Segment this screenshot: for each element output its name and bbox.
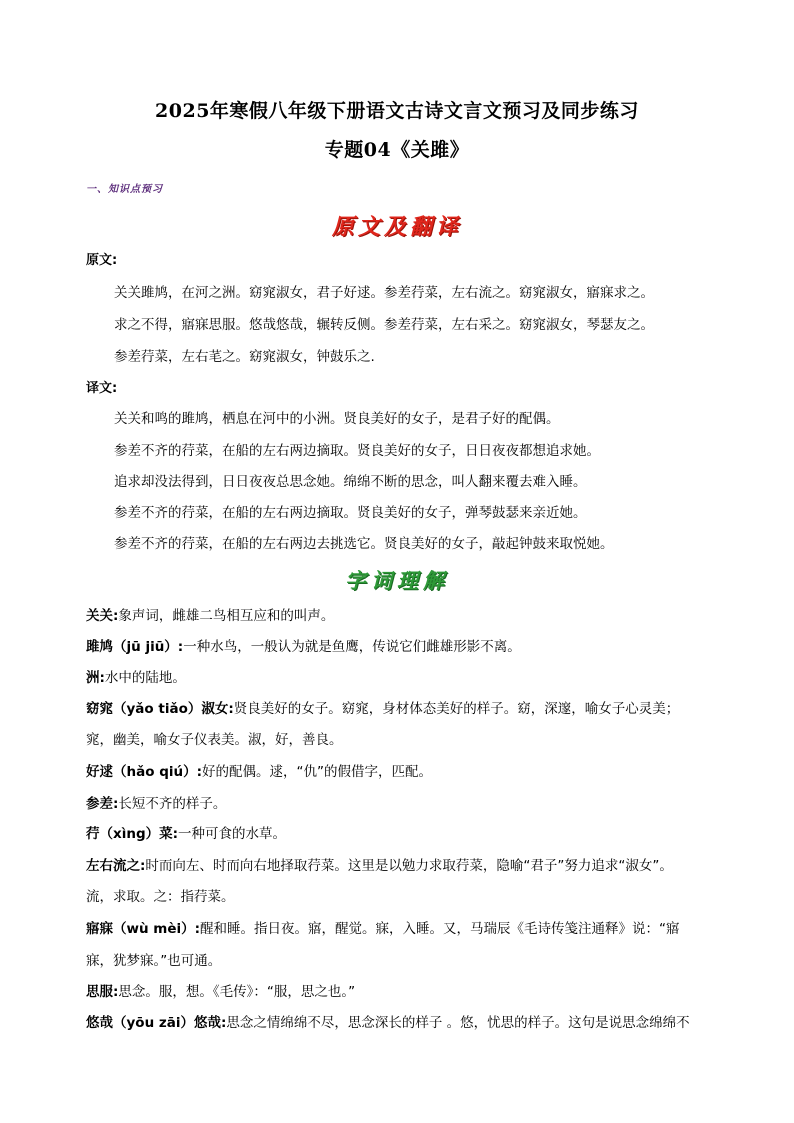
definition-term: 窈窕（yǎo tiǎo）淑女: [86, 701, 234, 717]
original-line: 参差荇菜，左右芼之。窈窕淑女，钟鼓乐之. [114, 349, 375, 365]
original-line: 求之不得，寤寐思服。悠哉悠哉，辗转反侧。参差荇菜，左右采之。窈窕淑女，琴瑟友之。 [114, 317, 654, 333]
definition-text: 长短不齐的样子。 [118, 796, 227, 812]
heading-original-translation: 原文及翻译 [331, 214, 462, 240]
definition-item [86, 949, 221, 969]
definition-term: 左右流之: [86, 858, 146, 874]
definition-text: 寐，犹梦寐。”也可通。 [86, 953, 222, 969]
definition-item [86, 792, 226, 812]
translation-line: 参差不齐的荇菜，在船的左右两边去挑选它。贤良美好的女子，敲起钟鼓来取悦她。 [114, 536, 614, 552]
definition-text: 象声词，雌雄二鸟相互应和的叫声。 [118, 608, 335, 624]
translation-line: 关关和鸣的雎鸠，栖息在河中的小洲。贤良美好的女子，是君子好的配偶。 [114, 411, 560, 427]
definition-term: 关关: [86, 608, 119, 624]
definition-item [86, 885, 235, 905]
definition-text: 窕，幽美，喻女子仪表美。淑，好，善良。 [86, 732, 343, 748]
definition-term: 悠哉（yōu zāi）悠哉: [86, 1015, 227, 1031]
definition-text: 思念。服，想。《毛传》：“服，思之也。” [118, 984, 356, 1000]
label-translation: 译文: [86, 381, 118, 396]
definition-text: 一种可食的水草。 [178, 826, 287, 842]
definition-term: 洲: [86, 670, 105, 686]
definition-item [86, 635, 521, 655]
definition-item [86, 760, 432, 780]
definition-item [86, 980, 355, 1000]
definition-item [86, 604, 334, 624]
definition-item [86, 822, 286, 842]
original-line: 关关雎鸠，在河之洲。窈窕淑女，君子好逑。参差荇菜，左右流之。窈窕淑女，寤寐求之。 [114, 285, 654, 301]
translation-line: 参差不齐的荇菜，在船的左右两边摘取。贤良美好的女子，日日夜夜都想追求她。 [114, 443, 600, 459]
definition-term: 荇（xìng）菜: [86, 826, 179, 842]
definition-text: 醒和睡。指日夜。寤，醒觉。寐，入睡。又，马瑞辰《毛诗传笺注通释》说：“寤 [200, 921, 680, 937]
definition-item [86, 728, 343, 748]
definition-text: 一种水鸟，一般认为就是鱼鹰，传说它们雌雄形影不离。 [183, 639, 521, 655]
heading-word-understanding: 字词理解 [345, 568, 449, 593]
definition-text: 时而向左、时而向右地择取荇菜。这里是以勉力求取荇菜，隐喻“君子”努力追求“淑女”。 [145, 858, 673, 874]
definition-item [86, 697, 679, 717]
document-title: 2025年寒假八年级下册语文古诗文言文预习及同步练习 [155, 100, 639, 122]
label-original: 原文: [86, 253, 118, 268]
definition-term: 雎鸠（jū jiū）: [86, 639, 184, 655]
definition-term: 参差: [86, 796, 119, 812]
section-label: 一、知识点预习 [86, 184, 163, 195]
definition-text: 思念之情绵绵不尽，思念深长的样子 。悠，忧思的样子。这句是说思念绵绵不 [226, 1015, 690, 1031]
definition-text: 贤良美好的女子。窈窕，身材体态美好的样子。窈，深邃，喻女子心灵美； [233, 701, 680, 717]
translation-line: 参差不齐的荇菜，在船的左右两边摘取。贤良美好的女子，弹琴鼓瑟来亲近她。 [114, 505, 587, 521]
definition-term: 思服: [86, 984, 119, 1000]
definition-term: 寤寐（wù mèi）: [86, 921, 201, 937]
definition-item [86, 1011, 690, 1031]
definition-item [86, 666, 186, 686]
definition-item [86, 917, 680, 937]
definition-term: 好逑（hǎo qiú）: [86, 764, 202, 780]
definition-text: 流，求取。之：指荇菜。 [86, 889, 235, 905]
definition-item [86, 854, 673, 874]
definition-text: 好的配偶。逑，“仇”的假借字，匹配。 [202, 764, 432, 780]
translation-line: 追求却没法得到，日日夜夜总思念她。绵绵不断的思念，叫人翻来覆去难入睡。 [114, 474, 587, 490]
definition-text: 水中的陆地。 [104, 670, 186, 686]
document-subtitle: 专题04《关雎》 [324, 139, 470, 161]
